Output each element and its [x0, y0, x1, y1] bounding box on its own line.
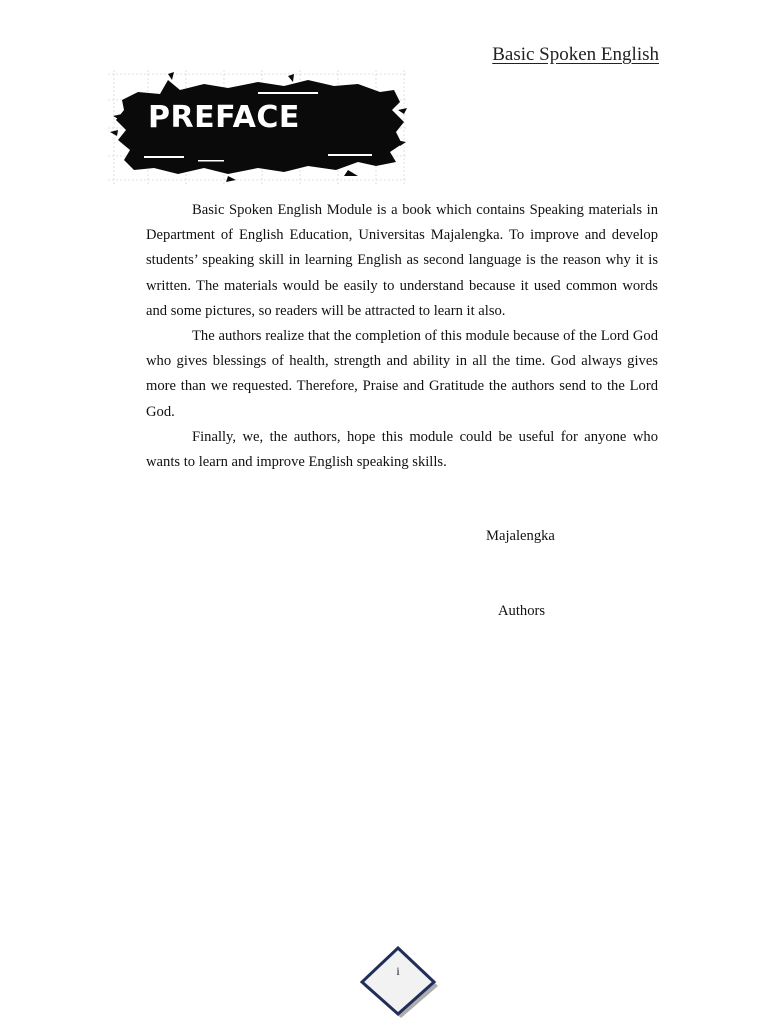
page-number-badge: [360, 946, 438, 1018]
preface-body: [146, 198, 658, 475]
preface-banner: [108, 70, 408, 185]
paragraph: The authors realize that the completion of this module because of the Lord God who gives blessings of health, strength and ability in all the time. God always gives more than we requested. Therefore, Praise and Gratitude the authors send to the Lord God.: [146, 328, 658, 420]
running-header-title: Basic Spoken English: [492, 44, 659, 65]
page-number: i: [396, 964, 400, 978]
closing-signature: Authors: [498, 603, 546, 619]
preface-heading: PREFACE: [148, 100, 300, 135]
closing-place: Majalengka: [486, 528, 555, 544]
diamond-shape: [360, 946, 438, 1018]
paragraph: Basic Spoken English Module is a book which contains Speaking materials in Department of English Education, Universitas Majalengka. To improve and develop students’ speaking skill in learning English as second language is the reason why it is written. The materials would be easily to understand because it used common words and some pictures, so readers will be attracted to learn it also.: [146, 202, 658, 319]
paragraph: Finally, we, the authors, hope this module could be useful for anyone who wants to learn and improve English speaking skills.: [146, 428, 658, 471]
